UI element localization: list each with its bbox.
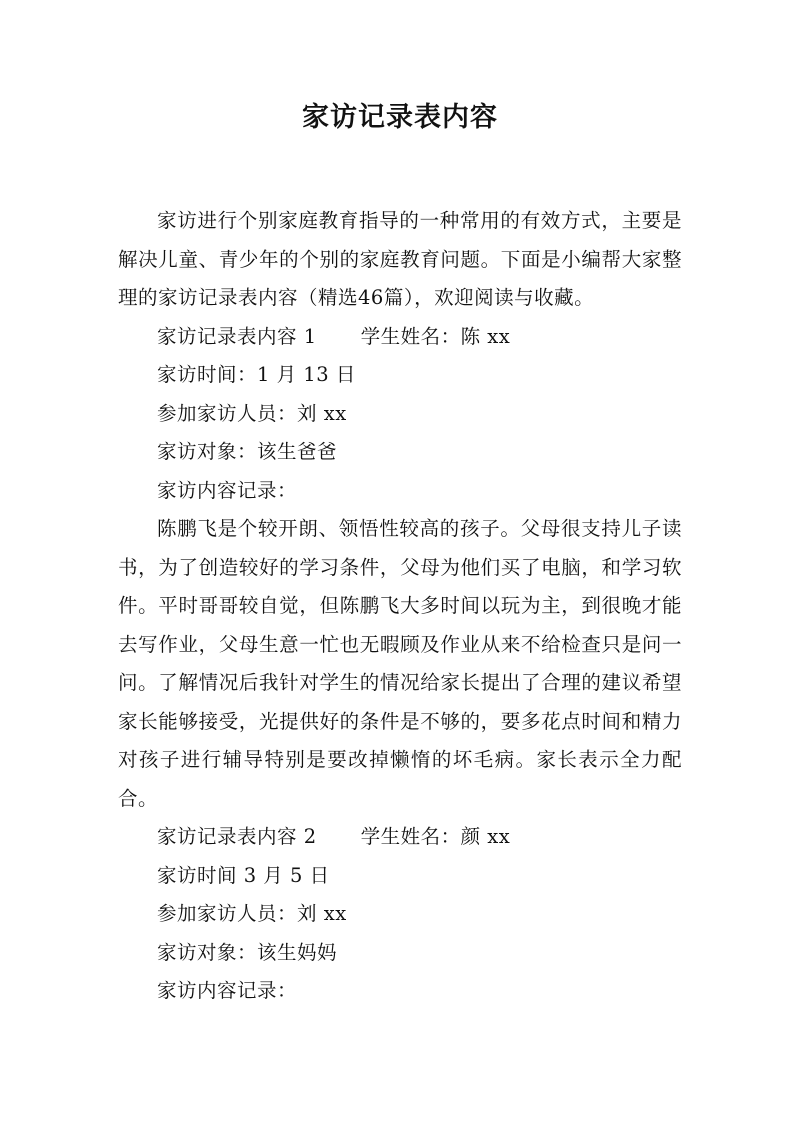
record-2 <box>118 818 682 1011</box>
visit-content: 陈鹏飞是个较开朗、领悟性较高的孩子。父母很支持儿子读书，为了创造较好的学习条件，父母为他们买了电脑，和学习软件。平时哥哥较自觉，但陈鹏飞大多时间以玩为主，到很晚才能去写作业，父母生意一忙也无暇顾及作业从来不给检查只是问一问。了解情况后我针对学生的情况给家长提出了合理的建议希望家长能够接受，光提供好的条件是不够的，要多花点时间和精力对孩子进行辅导特别是要改掉懒惰的坏毛病。家长表示全力配合。 <box>118 517 682 810</box>
visit-participants: 参加家访人员：刘 xx <box>157 401 347 425</box>
visit-time: 家访时间 3 月 5 日 <box>157 863 330 887</box>
record-1 <box>118 318 682 819</box>
document-title: 家访记录表内容 <box>302 102 498 133</box>
record-heading: 家访记录表内容 1 <box>157 324 317 348</box>
student-name: 学生姓名：颜 xx <box>360 825 511 848</box>
visit-participants: 参加家访人员：刘 xx <box>157 902 347 925</box>
intro-paragraph: 家访进行个别家庭教育指导的一种常用的有效方式，主要是解决儿童、青少年的个别的家庭教育问题。下面是小编帮大家整理的家访记录表内容（精选46篇），欢迎阅读与收藏。 <box>118 209 682 309</box>
student-name: 学生姓名：陈 xx <box>360 324 511 348</box>
visit-time: 家访时间：1 月 13 日 <box>157 363 356 386</box>
record-heading-line <box>118 318 682 357</box>
visit-target: 家访对象：该生爸爸 <box>157 440 338 463</box>
record-heading-line <box>118 818 682 857</box>
visit-content-label: 家访内容记录： <box>157 478 298 502</box>
visit-content-label: 家访内容记录： <box>157 979 298 1002</box>
visit-target: 家访对象：该生妈妈 <box>157 940 338 964</box>
record-heading: 家访记录表内容 2 <box>157 825 317 848</box>
